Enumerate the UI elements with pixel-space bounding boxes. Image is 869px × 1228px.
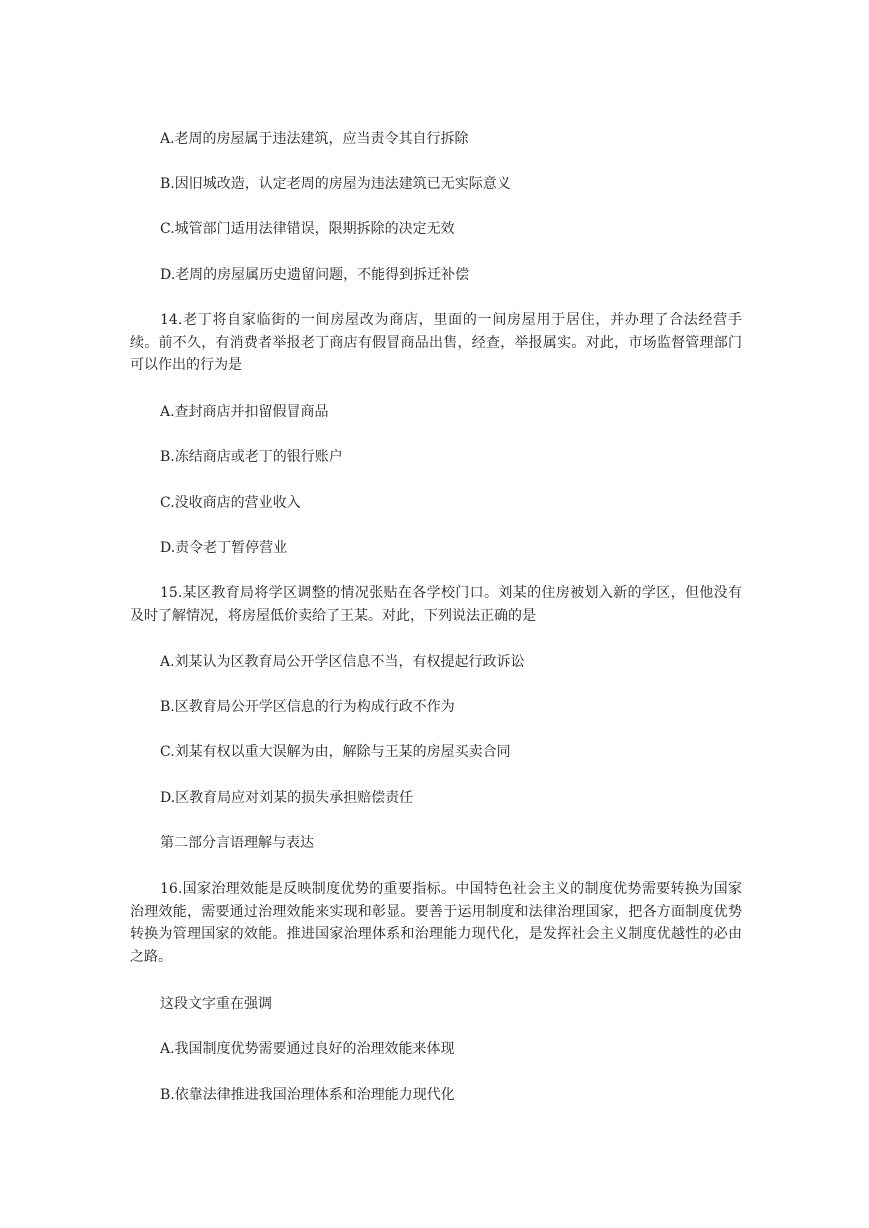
q15-option-c: C.刘某有权以重大误解为由，解除与王某的房屋买卖合同 xyxy=(160,744,511,760)
q13-option-c: C.城管部门适用法律错误，限期拆除的决定无效 xyxy=(160,221,455,237)
section-title: 第二部分言语理解与表达 xyxy=(160,835,314,851)
q16-option-b: B.依靠法律推进我国治理体系和治理能力现代化 xyxy=(160,1087,455,1103)
q14-option-b: B.冻结商店或老丁的银行账户 xyxy=(160,449,343,465)
q16-stem: 16.国家治理效能是反映制度优势的重要指标。中国特色社会主义的制度优势需要转换为国家治理效能，需要通过治理效能来实现和彰显。要善于运用制度和法律治理国家，把各方面制度优势转换为管理国家的效能。推进国家治理体系和治理能力现代化，是发挥社会主义制度优越性的必由之路。 xyxy=(130,881,742,965)
q14-option-c: C.没收商店的营业收入 xyxy=(160,495,301,511)
q16-option-a: A.我国制度优势需要通过良好的治理效能来体现 xyxy=(160,1041,455,1057)
q16-prompt: 这段文字重在强调 xyxy=(160,996,272,1012)
q13-option-a: A.老周的房屋属于违法建筑，应当责令其自行拆除 xyxy=(160,131,469,147)
q13-option-b: B.因旧城改造，认定老周的房屋为违法建筑已无实际意义 xyxy=(160,176,511,192)
q14-option-d: D.责令老丁暂停营业 xyxy=(160,540,288,556)
q14-stem: 14.老丁将自家临街的一间房屋改为商店，里面的一间房屋用于居住，并办理了合法经营手续。前不久，有消费者举报老丁商店有假冒商品出售，经查，举报属实。对此，市场监督管理部门可以作出的行为是 xyxy=(130,312,742,373)
q15-option-d: D.区教育局应对刘某的损失承担赔偿责任 xyxy=(160,790,414,806)
q13-option-d: D.老周的房屋属历史遗留问题，不能得到拆迁补偿 xyxy=(160,267,470,283)
q14-option-a: A.查封商店并扣留假冒商品 xyxy=(160,404,329,420)
q15-stem: 15.某区教育局将学区调整的情况张贴在各学校门口。刘某的住房被划入新的学区，但他没有及时了解情况，将房屋低价卖给了王某。对此，下列说法正确的是 xyxy=(130,585,742,624)
q15-option-b: B.区教育局公开学区信息的行为构成行政不作为 xyxy=(160,699,455,715)
q15-option-a: A.刘某认为区教育局公开学区信息不当，有权提起行政诉讼 xyxy=(160,654,525,670)
